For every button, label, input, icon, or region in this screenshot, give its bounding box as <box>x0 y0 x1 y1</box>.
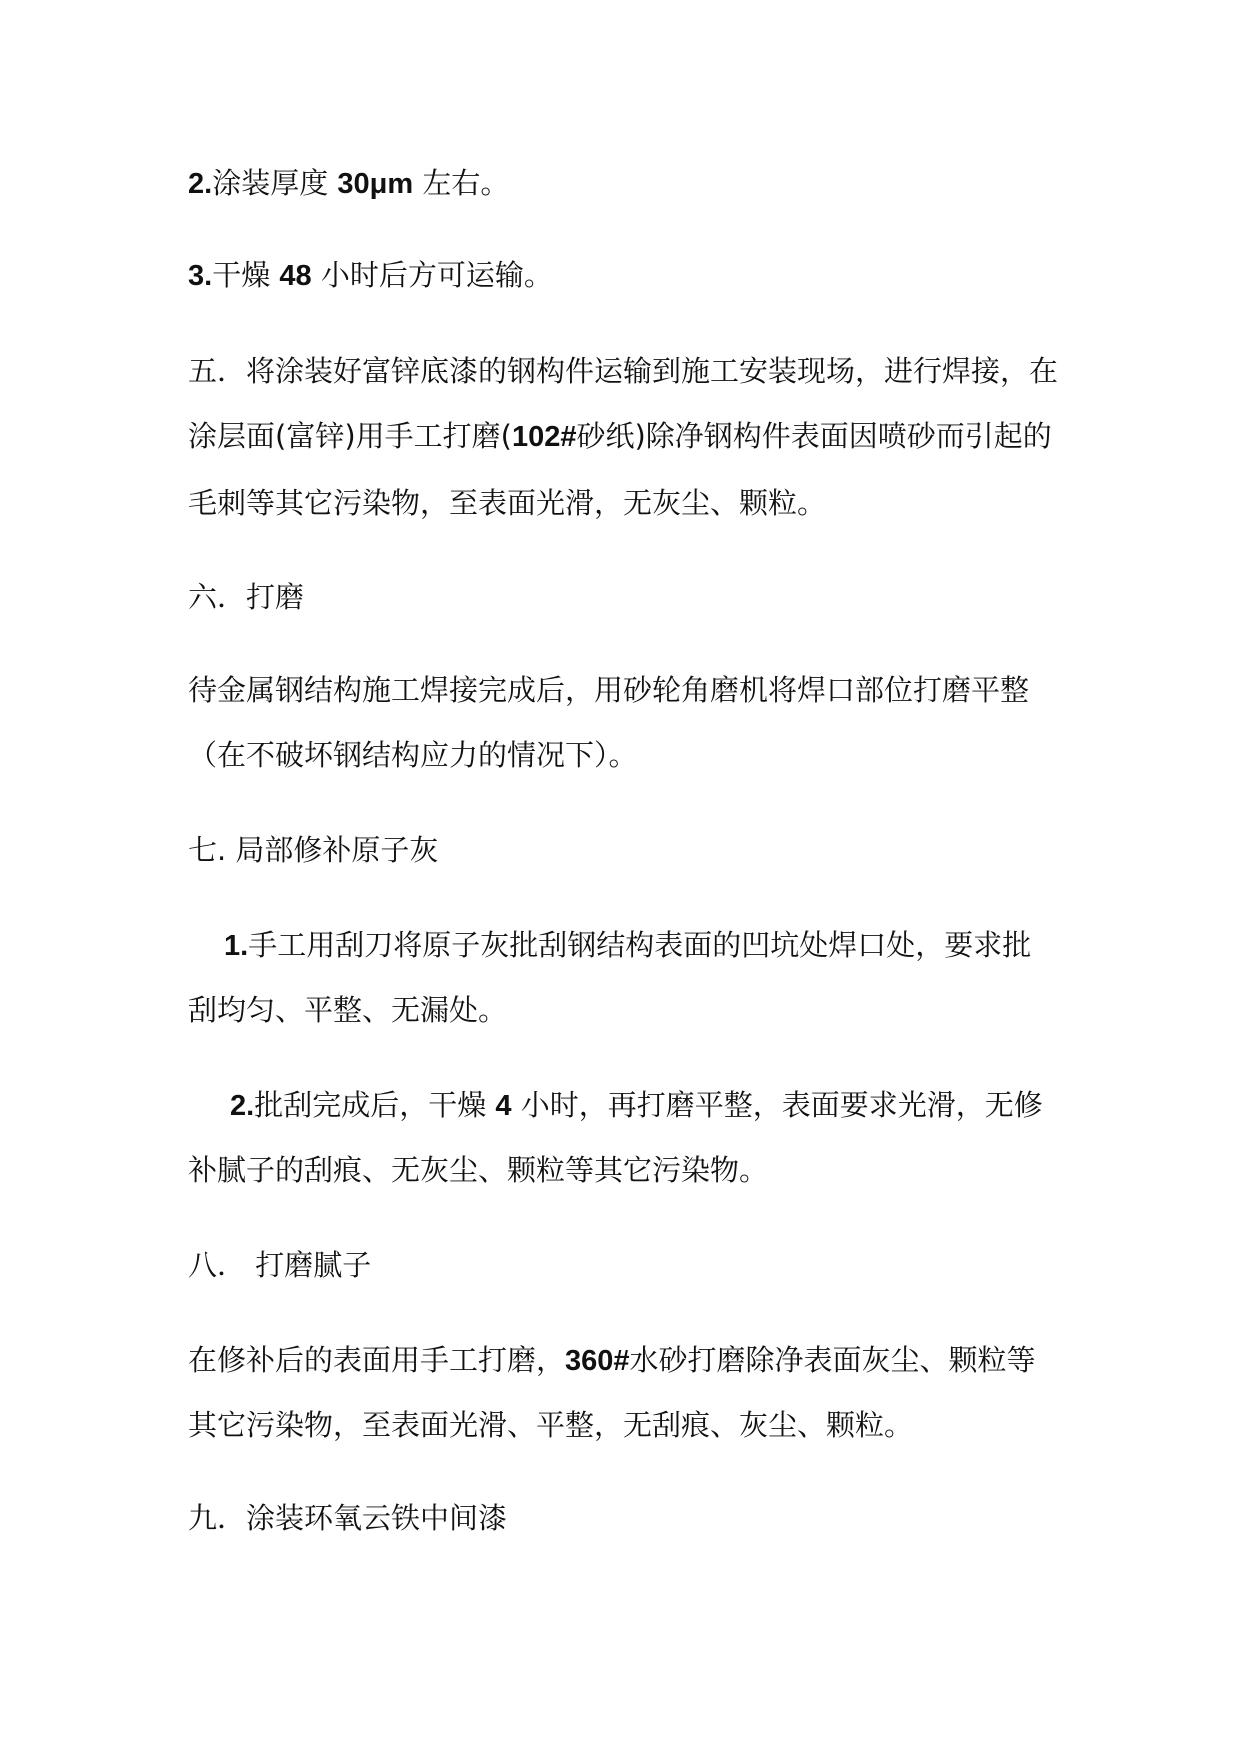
section-seven-item-2-line-1: 2.批刮完成后，干燥 4 小时，再打磨平整，表面要求光滑，无修 <box>230 1088 1043 1122</box>
section-six-line-1: 待金属钢结构施工焊接完成后，用砂轮角磨机将焊口部位打磨平整 <box>188 673 1030 707</box>
section-eight-line-1: 在修补后的表面用手工打磨，360#水砂打磨除净表面灰尘、颗粒等 <box>188 1343 1036 1377</box>
text-line-drying-time: 3.干燥 48 小时后方可运输。 <box>188 258 553 292</box>
section-five-line-1: 五．将涂装好富锌底漆的钢构件运输到施工安装现场，进行焊接，在 <box>188 354 1059 388</box>
section-eight-heading: 八． 打磨腻子 <box>188 1248 372 1282</box>
section-five-line-3: 毛刺等其它污染物，至表面光滑，无灰尘、颗粒。 <box>188 486 827 520</box>
section-seven-item-1-line-1: 1.手工用刮刀将原子灰批刮钢结构表面的凹坑处焊口处，要求批 <box>224 928 1032 962</box>
section-seven-item-1-line-2: 刮均匀、平整、无漏处。 <box>188 993 508 1027</box>
text-line-drying-thickness: 2.涂装厚度 30μm 左右。 <box>188 166 510 200</box>
section-six-line-2: （在不破坏钢结构应力的情况下）。 <box>188 738 638 772</box>
section-seven-item-2-line-2: 补腻子的刮痕、无灰尘、颗粒等其它污染物。 <box>188 1153 769 1187</box>
section-five-line-2: 涂层面(富锌)用手工打磨(102#砂纸)除净钢构件表面因喷砂而引起的 <box>188 419 1052 453</box>
section-nine-heading: 九．涂装环氧云铁中间漆 <box>188 1501 508 1535</box>
section-seven-heading: 七. 局部修补原子灰 <box>188 833 439 867</box>
section-six-heading: 六．打磨 <box>188 580 305 614</box>
section-eight-line-2: 其它污染物，至表面光滑、平整，无刮痕、灰尘、颗粒。 <box>188 1408 914 1442</box>
